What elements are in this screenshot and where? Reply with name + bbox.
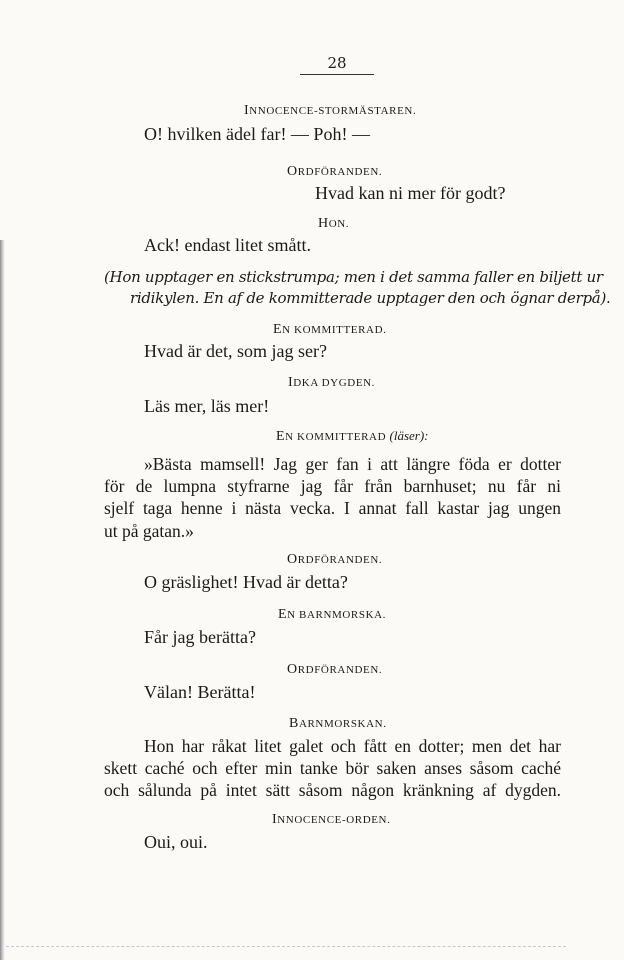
letter-line: ut på gatan.» — [104, 521, 194, 541]
letter-line: sjelf taga henne i nästa vecka. I annat fall kastar jag ungen — [104, 498, 561, 518]
dialogue-line: O gräslighet! Hvad är detta? — [144, 572, 348, 592]
speech-line: och sålunda på intet sätt såsom någon kränkning af dygden. — [104, 780, 561, 800]
speaker-heading: IDKA DYGDEN. — [288, 375, 376, 390]
dialogue-line: Hvad kan ni mer för godt? — [315, 183, 506, 203]
dialogue-line: Läs mer, läs mer! — [144, 396, 270, 416]
speaker-heading: ORDFÖRANDEN. — [287, 662, 383, 677]
dialogue-line: O! hvilken ädel far! — Poh! — — [144, 124, 370, 144]
dialogue-line: Ack! endast litet smått. — [144, 235, 311, 255]
speaker-name: EN KOMMITTERAD — [276, 429, 387, 444]
speaker-stage-note: (läser): — [389, 428, 429, 443]
speaker-heading: HON. — [318, 216, 350, 231]
dialogue-line: Oui, oui. — [144, 832, 208, 852]
dialogue-line: Får jag berätta? — [144, 627, 256, 647]
stage-direction-line: (Hon upptager en stickstrumpa; men i det samma faller en biljett ur — [104, 268, 603, 286]
stage-direction-line: ridikylen. En af de kommitterade upptager den och ögnar derpå). — [130, 289, 611, 307]
speaker-heading: ORDFÖRANDEN. — [287, 552, 383, 567]
speaker-heading: INNOCENCE-STORMÄSTAREN. — [244, 103, 417, 118]
speaker-heading: BARNMORSKAN. — [289, 716, 387, 731]
speech-line: skett caché och efter min tanke bör saken anses såsom caché — [104, 758, 561, 778]
speaker-heading — [276, 428, 429, 445]
page-binding-edge — [0, 240, 5, 960]
page-number: 28 — [300, 54, 374, 75]
speaker-heading: INNOCENCE-ORDEN. — [272, 812, 391, 827]
dialogue-line: Välan! Berätta! — [144, 682, 256, 702]
speaker-heading: EN BARNMORSKA. — [278, 607, 387, 622]
speaker-heading: EN KOMMITTERAD. — [273, 322, 387, 337]
speech-line: Hon har råkat litet galet och fått en dotter; men det har — [144, 736, 561, 756]
letter-line: »Bästa mamsell! Jag ger fan i att längre föda er dotter — [144, 454, 561, 474]
page-bottom-rule — [6, 946, 566, 948]
speaker-heading: ORDFÖRANDEN. — [287, 164, 383, 179]
dialogue-line: Hvad är det, som jag ser? — [144, 341, 327, 361]
letter-line: för de lumpna styfrarne jag får från barnhuset; nu får ni — [104, 476, 561, 496]
